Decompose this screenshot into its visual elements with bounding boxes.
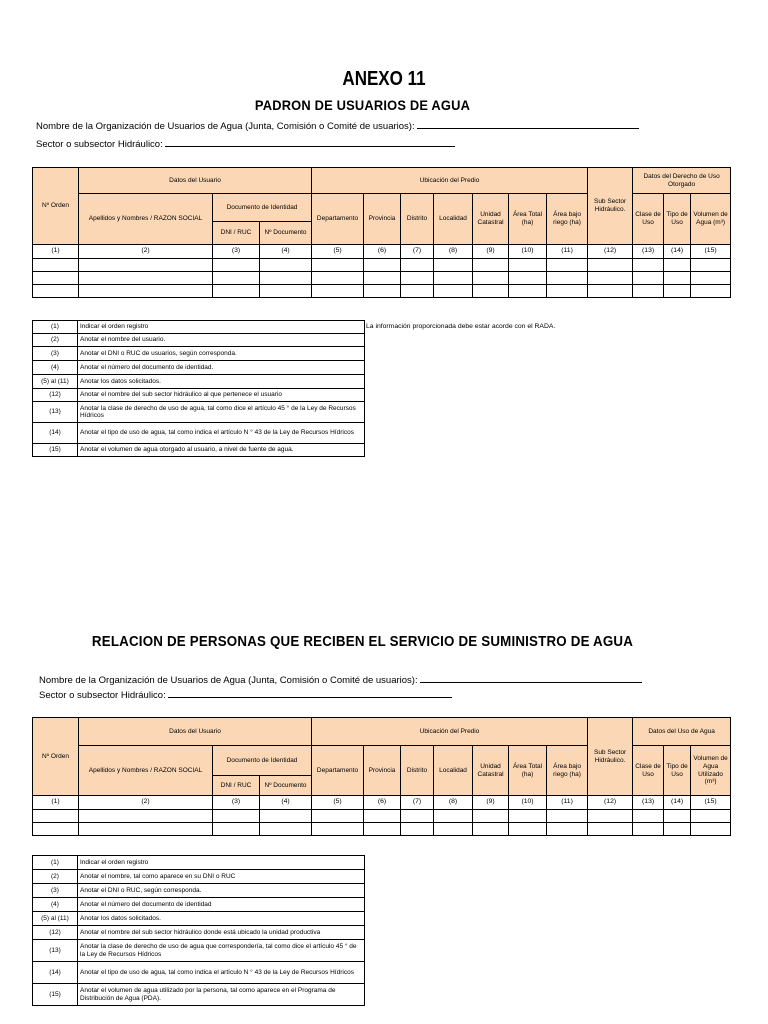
note-key: (12) <box>33 926 78 940</box>
note-key: (14) <box>33 962 78 984</box>
col-provincia: Provincia <box>364 746 401 796</box>
note-key: (5) al (11) <box>33 375 78 389</box>
note-key: (15) <box>33 984 78 1006</box>
note-key: (3) <box>33 347 78 361</box>
note-key: (4) <box>33 898 78 912</box>
group-usuario: Datos del Usuario <box>79 718 312 746</box>
col-area-total: Área Total (ha) <box>509 746 547 796</box>
group-predio: Ubicación del Predio <box>312 168 588 194</box>
col-area-total: Área Total (ha) <box>509 194 547 245</box>
num-cell: (13) <box>633 796 664 810</box>
doc2-title: RELACION DE PERSONAS QUE RECIBEN EL SERVICIO DE SUMINISTRO DE AGUA <box>91 634 634 650</box>
num-cell: (2) <box>79 796 213 810</box>
col-subsector: Sub Sector Hidráulico. <box>588 718 633 796</box>
num-cell: (3) <box>213 796 260 810</box>
table-row[interactable] <box>33 823 731 836</box>
group-derecho: Datos del Uso de Agua <box>633 718 731 746</box>
num-cell: (13) <box>633 245 664 259</box>
doc1-table <box>32 167 731 298</box>
num-cell: (7) <box>401 245 434 259</box>
note-text: Anotar el DNI o RUC de usuarios, según corresponda. <box>78 347 365 361</box>
note-text: Anotar el volumen de agua utilizado por la persona, tal como aparece en el Programa de Distribución de Agua (PDA). <box>78 984 365 1006</box>
num-cell: (15) <box>691 796 731 810</box>
table-row[interactable] <box>33 285 731 298</box>
note-key: (15) <box>33 444 78 457</box>
note-text: Anotar el volumen de agua otorgado al usuario, a nivel de fuente de agua. <box>78 444 365 457</box>
doc1-org-line <box>36 120 639 132</box>
doc2-org-field[interactable] <box>420 674 642 683</box>
num-cell: (1) <box>33 245 79 259</box>
col-distrito: Distrito <box>401 746 434 796</box>
col-subsector: Sub Sector Hidráulico. <box>588 168 633 245</box>
num-cell: (3) <box>213 245 260 259</box>
col-localidad: Localidad <box>434 194 473 245</box>
col-dni: DNI / RUC <box>213 222 260 245</box>
col-apellidos: Apellidos y Nombres / RAZON SOCIAL <box>79 194 213 245</box>
note-text: Anotar el nombre del usuario. <box>78 334 365 347</box>
num-cell: (14) <box>664 796 691 810</box>
col-nro-documento: Nº Documento <box>260 222 312 245</box>
note-text: Anotar el nombre del sub sector hidráulico donde está ubicado la unidad productiva <box>78 926 365 940</box>
table-row[interactable] <box>33 272 731 285</box>
note-key: (1) <box>33 856 78 870</box>
doc1-subtitle: PADRON DE USUARIOS DE AGUA <box>254 97 471 113</box>
num-cell: (5) <box>312 796 364 810</box>
col-departamento: Departamento <box>312 194 364 245</box>
note-key: (5) al (11) <box>33 912 78 926</box>
doc2-notes <box>32 855 365 1006</box>
col-area-riego: Área bajo riego (ha) <box>547 746 588 796</box>
col-unidad: Unidad Catastral <box>473 194 509 245</box>
col-provincia: Provincia <box>364 194 401 245</box>
note-text: Anotar los datos solicitados. <box>78 912 365 926</box>
doc1-subtitle-wrap <box>0 97 725 113</box>
doc1-sector-label: Sector o subsector Hidráulico: <box>36 139 163 150</box>
num-cell: (10) <box>509 245 547 259</box>
note-text: Anotar el nombre, tal como aparece en su DNI o RUC <box>78 870 365 884</box>
col-tipo: Tipo de Uso <box>664 194 691 245</box>
note-text: Indicar el orden registro <box>78 856 365 870</box>
col-distrito: Distrito <box>401 194 434 245</box>
num-cell: (14) <box>664 245 691 259</box>
note-key: (12) <box>33 389 78 402</box>
note-text: Anotar el tipo de uso de agua, tal como indica el artículo N ° 43 de la Ley de Recursos Hídricos <box>78 962 365 984</box>
note-key: (2) <box>33 334 78 347</box>
num-cell: (9) <box>473 245 509 259</box>
col-tipo: Tipo de Uso <box>664 746 691 796</box>
doc2-title-wrap <box>0 634 725 650</box>
doc2-sector-field[interactable] <box>168 689 452 698</box>
doc1-title: ANEXO 11 <box>342 68 426 90</box>
col-departamento: Departamento <box>312 746 364 796</box>
num-cell: (11) <box>547 796 588 810</box>
doc1-org-label: Nombre de la Organización de Usuarios de Agua (Junta, Comisión o Comité de usuarios): <box>36 121 415 132</box>
note-key: (13) <box>33 402 78 423</box>
num-cell: (15) <box>691 245 731 259</box>
note-text: Anotar el DNI o RUC, según corresponda. <box>78 884 365 898</box>
group-documento: Documento de Identidad <box>213 746 312 776</box>
num-cell: (4) <box>260 245 312 259</box>
table-row[interactable] <box>33 259 731 272</box>
doc1-notes <box>32 320 365 457</box>
group-usuario: Datos del Usuario <box>79 168 312 194</box>
col-volumen: Volumen de Agua Utilizado (m³) <box>691 746 731 796</box>
num-cell: (5) <box>312 245 364 259</box>
col-orden: Nº Orden <box>33 718 79 796</box>
col-unidad: Unidad Catastral <box>473 746 509 796</box>
col-dni: DNI / RUC <box>213 776 260 796</box>
note-text: Anotar la clase de derecho de uso de agua, tal como dice el artículo 45 ° de la Ley de Recursos Hídricos <box>78 402 365 423</box>
doc2-org-line <box>39 674 642 686</box>
num-cell: (10) <box>509 796 547 810</box>
number-row <box>33 245 731 259</box>
doc1-org-field[interactable] <box>417 120 639 129</box>
num-cell: (9) <box>473 796 509 810</box>
doc2-sector-line <box>39 689 452 701</box>
note-text: Anotar la clase de derecho de uso de agua que correspondería, tal como dice el artículo 45 ° de la Ley de Recursos Hídricos <box>78 940 365 962</box>
col-apellidos: Apellidos y Nombres / RAZON SOCIAL <box>79 746 213 796</box>
col-orden: Nº Orden <box>33 168 79 245</box>
note-text: Anotar los datos solicitados. <box>78 375 365 389</box>
col-volumen: Volumen de Agua (m³) <box>691 194 731 245</box>
num-cell: (12) <box>588 796 633 810</box>
doc1-side-note: La información proporcionada debe estar acorde con el RADA. <box>366 323 556 330</box>
col-area-riego: Área bajo riego (ha) <box>547 194 588 245</box>
note-key: (1) <box>33 321 78 334</box>
num-cell: (4) <box>260 796 312 810</box>
num-cell: (6) <box>364 796 401 810</box>
doc1-sector-line <box>36 138 455 150</box>
note-key: (2) <box>33 870 78 884</box>
note-text: Anotar el número del documento de identidad. <box>78 361 365 375</box>
group-derecho: Datos del Derecho de Uso Otorgado <box>633 168 731 194</box>
doc1-sector-field[interactable] <box>165 138 455 147</box>
note-text: Anotar el nombre del sub sector hidráulico al que pertenece el usuario <box>78 389 365 402</box>
note-key: (3) <box>33 884 78 898</box>
col-clase: Clase de Uso <box>633 194 664 245</box>
note-key: (14) <box>33 423 78 444</box>
num-cell: (6) <box>364 245 401 259</box>
doc2-table <box>32 717 731 836</box>
col-localidad: Localidad <box>434 746 473 796</box>
num-cell: (12) <box>588 245 633 259</box>
num-cell: (7) <box>401 796 434 810</box>
table-row[interactable] <box>33 810 731 823</box>
num-cell: (8) <box>434 796 473 810</box>
note-text: Indicar el orden registro <box>78 321 365 334</box>
doc2-org-label: Nombre de la Organización de Usuarios de Agua (Junta, Comisión o Comité de usuarios): <box>39 675 418 686</box>
note-key: (4) <box>33 361 78 375</box>
note-key: (13) <box>33 940 78 962</box>
note-text: Anotar el tipo de uso de agua, tal como indica el artículo N ° 43 de la Ley de Recursos Hídricos <box>78 423 365 444</box>
num-cell: (11) <box>547 245 588 259</box>
num-cell: (8) <box>434 245 473 259</box>
col-clase: Clase de Uso <box>633 746 664 796</box>
group-predio: Ubicación del Predio <box>312 718 588 746</box>
group-documento: Documento de Identidad <box>213 194 312 222</box>
doc1-title-wrap <box>0 68 768 91</box>
num-cell: (2) <box>79 245 213 259</box>
number-row <box>33 796 731 810</box>
num-cell: (1) <box>33 796 79 810</box>
note-text: Anotar el número del documento de identidad <box>78 898 365 912</box>
doc2-sector-label: Sector o subsector Hidráulico: <box>39 690 166 701</box>
col-nro-documento: Nº Documento <box>260 776 312 796</box>
